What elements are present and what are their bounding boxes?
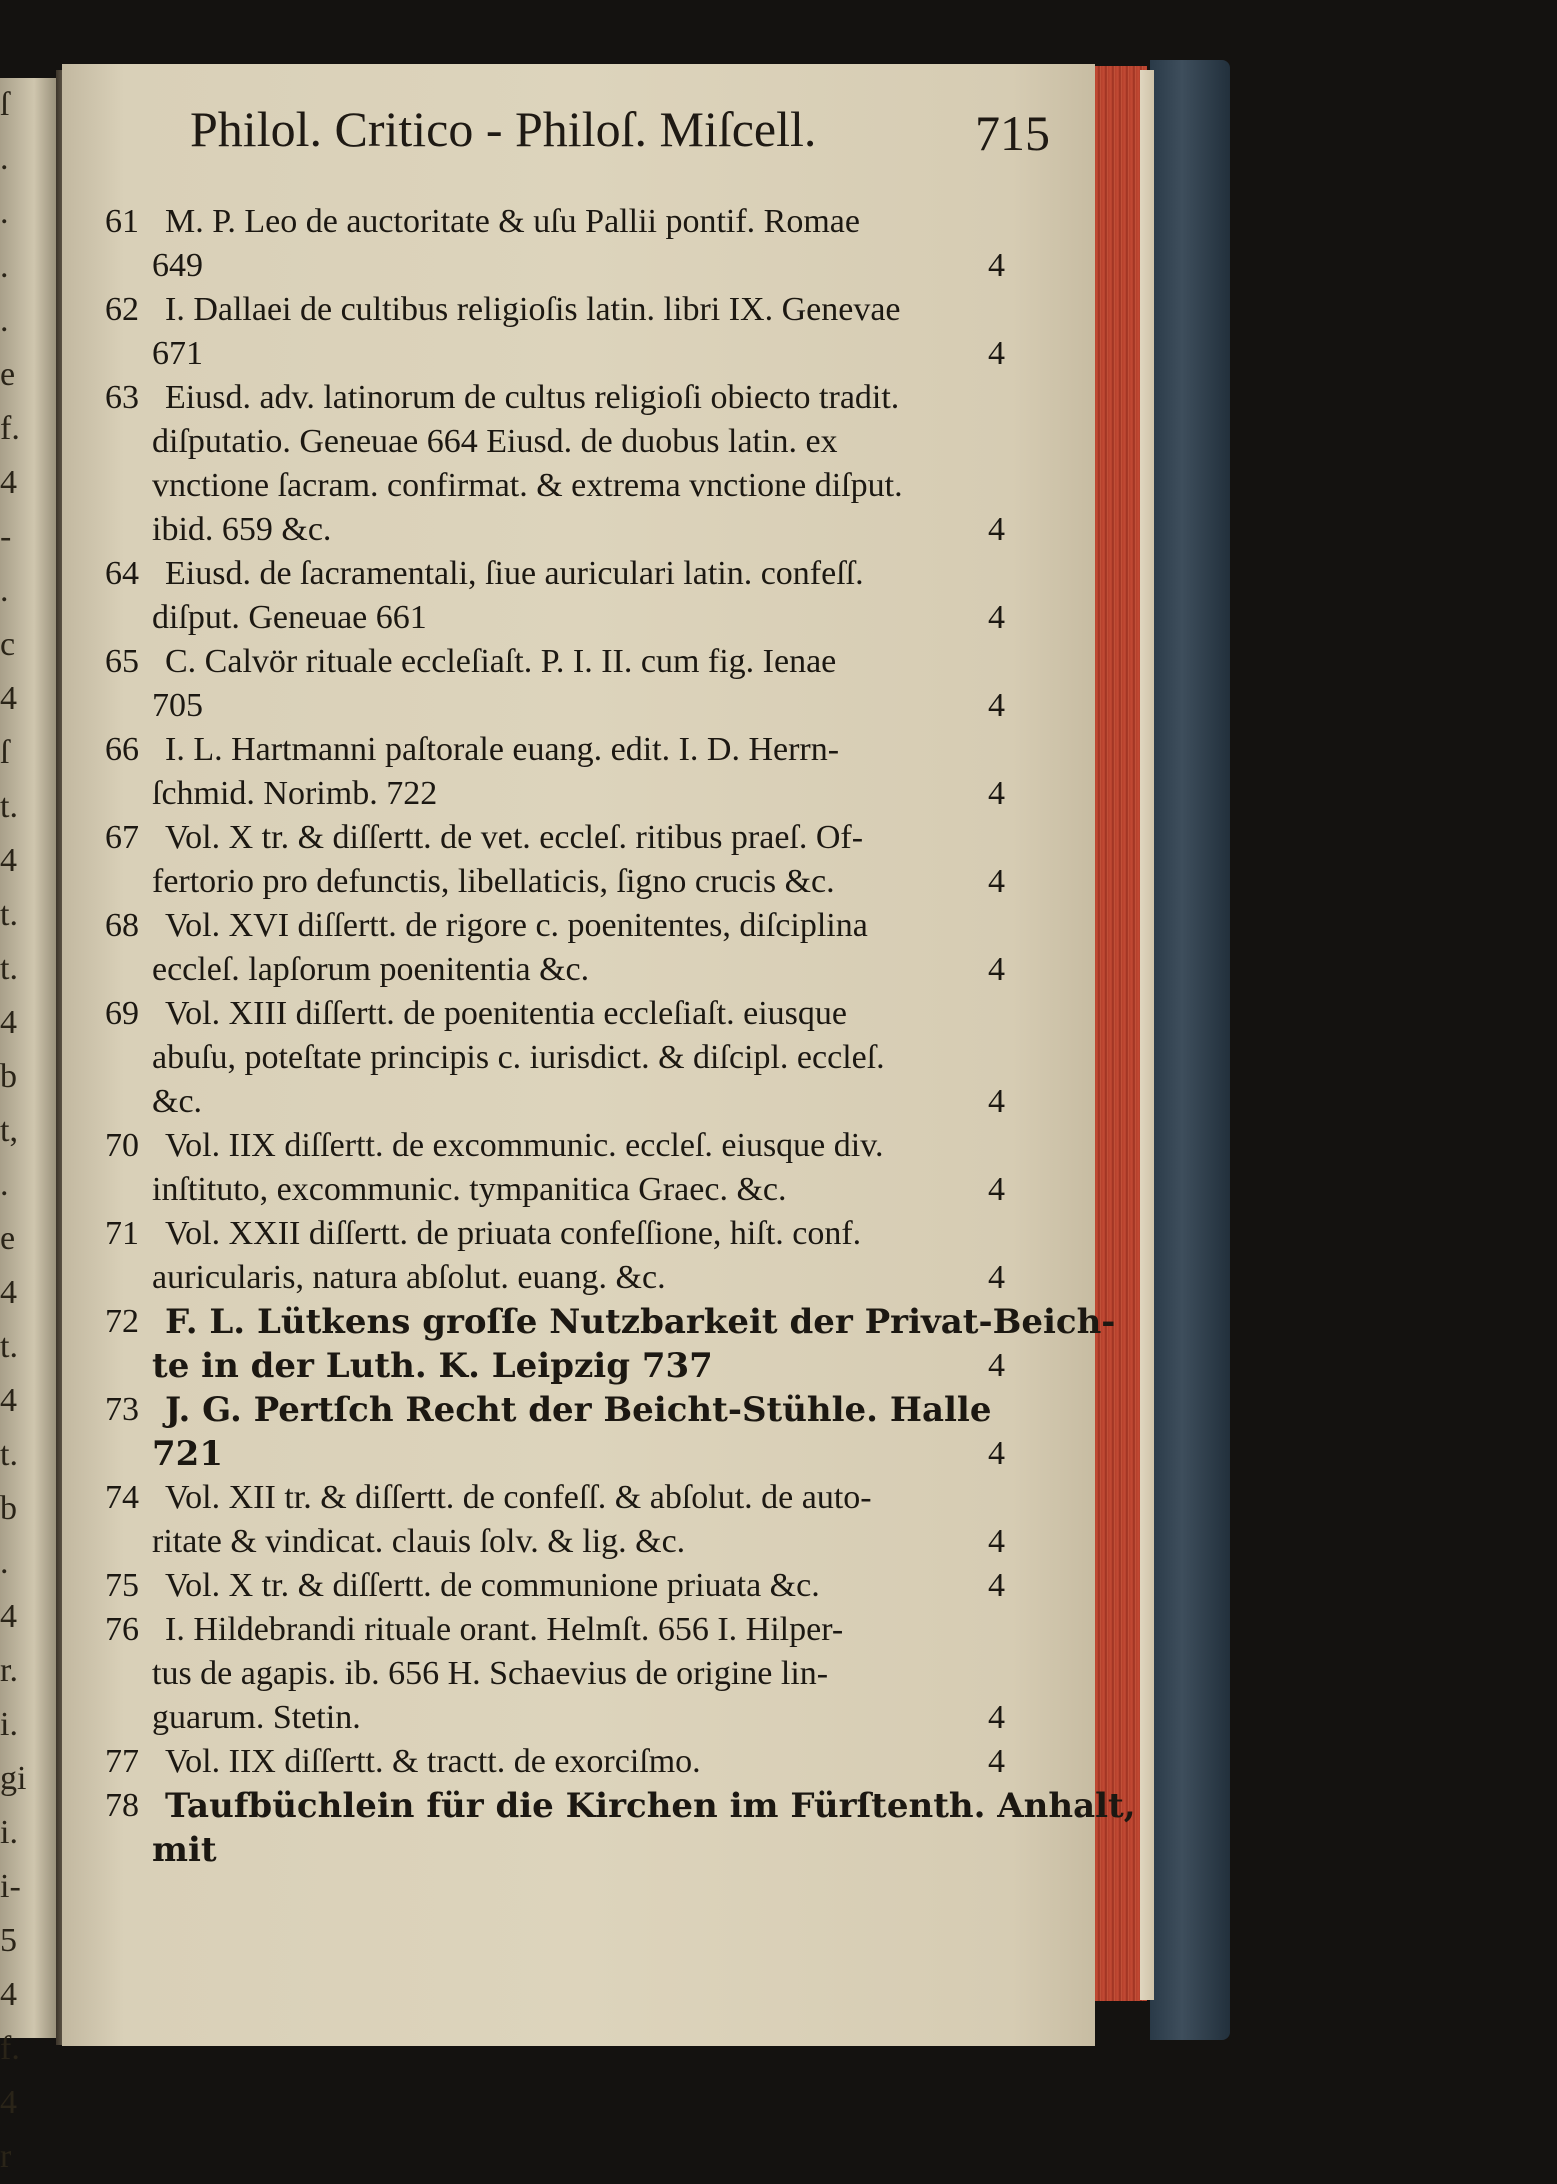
entry-price: 4 (988, 775, 1005, 812)
entry-line (105, 1652, 1005, 1696)
entry-line (105, 1300, 1116, 1344)
entry-price: 4 (988, 1523, 1005, 1560)
running-head (190, 100, 1050, 170)
entry-number: 67 (105, 819, 139, 856)
entry-price: 4 (988, 1743, 1005, 1780)
entry-text: abuſu, poteſtate principis c. iurisdict. & diſcipl. eccleſ. (152, 1039, 885, 1076)
entry-text: tus de agapis. ib. 656 H. Schaevius de origine lin- (152, 1655, 829, 1692)
entry-number: 77 (105, 1743, 139, 1780)
entry-text: &c. (152, 1083, 203, 1120)
entry-text: 721 (152, 1434, 223, 1474)
entry-number: 72 (105, 1303, 139, 1340)
entry-line (105, 1608, 1005, 1652)
entry-text: Vol. X tr. & diſſertt. de communione priuata &c. (165, 1567, 820, 1604)
entry-number: 65 (105, 643, 139, 680)
entry-line (105, 420, 1005, 464)
entry-line (105, 1256, 1005, 1300)
left-margin-char: 4 (0, 464, 17, 501)
entry-line (105, 1344, 1005, 1388)
left-margin-char: gi (0, 1760, 27, 1797)
entry-line (105, 332, 1005, 376)
left-margin-char: 4 (0, 680, 17, 717)
entry-line (105, 992, 1005, 1036)
catalog-entries (105, 200, 1136, 1872)
entry-text: Vol. IIX diſſertt. & tractt. de exorciſmo. (165, 1743, 701, 1780)
left-margin-char: t. (0, 896, 18, 933)
entry-text: Vol. XIII diſſertt. de poenitentia eccleſiaſt. eiusque (165, 995, 847, 1032)
left-margin-char: 4 (0, 1274, 17, 1311)
left-margin-char: t. (0, 950, 18, 987)
entry-price: 4 (988, 863, 1005, 900)
entry-number: 75 (105, 1567, 139, 1604)
entry-text: te in der Luth. K. Leipzig 737 (152, 1346, 713, 1386)
entry-line (105, 1520, 1005, 1564)
entry-text: guarum. Stetin. (152, 1699, 361, 1736)
entry-line (105, 1212, 1005, 1256)
entry-number: 68 (105, 907, 139, 944)
entry-line (105, 1432, 1005, 1476)
entry-text: Eiusd. adv. latinorum de cultus religioſi obiecto tradit. (165, 379, 900, 416)
entry-number: 64 (105, 555, 139, 592)
left-margin-char: t. (0, 1328, 18, 1365)
entry-text: 649 (152, 247, 203, 284)
left-margin-char: i. (0, 1706, 18, 1743)
entry-number: 70 (105, 1127, 139, 1164)
entry-price: 4 (988, 1083, 1005, 1120)
entry-number: 62 (105, 291, 139, 328)
left-margin-char: t, (0, 1112, 18, 1149)
entry-number: 61 (105, 203, 139, 240)
left-page-margin-text (0, 78, 27, 2184)
left-margin-char: r. (0, 1652, 18, 1689)
entry-line (105, 1168, 1005, 1212)
entry-number: 69 (105, 995, 139, 1032)
entry-price: 4 (988, 599, 1005, 636)
left-margin-char: i. (0, 1814, 18, 1851)
entry-text: inſtituto, excommunic. tympanitica Graec. &c. (152, 1171, 787, 1208)
left-margin-char: ſ (0, 86, 10, 123)
left-margin-char: ſ (0, 734, 10, 771)
entry-text: Vol. XXII diſſertt. de priuata confeſſione, hiſt. conf. (165, 1215, 862, 1252)
entry-text: J. G. Pertſch Recht der Beicht-Stühle. Halle (165, 1390, 992, 1430)
entry-line (105, 684, 1005, 728)
left-margin-char: c (0, 626, 16, 663)
entry-line (105, 816, 1005, 860)
left-margin-char: b (0, 1490, 17, 1527)
entry-line (105, 200, 1005, 244)
left-margin-char: . (0, 302, 9, 339)
left-margin-char: b (0, 1058, 17, 1095)
entry-line (105, 1564, 1005, 1608)
left-margin-char: 4 (0, 2084, 17, 2121)
entry-text: auricularis, natura abſolut. euang. &c. (152, 1259, 666, 1296)
entry-text: Vol. IIX diſſertt. de excommunic. eccleſ. eiusque div. (165, 1127, 884, 1164)
page-number: 715 (975, 105, 1050, 161)
running-title: Philol. Critico - Philoſ. Miſcell. (190, 101, 817, 157)
entry-price: 4 (988, 687, 1005, 724)
entry-text: vnctione ſacram. confirmat. & extrema vnctione diſput. (152, 467, 903, 504)
entry-text: I. Dallaei de cultibus religioſis latin. libri IX. Genevae (165, 291, 901, 328)
entry-text: ibid. 659 &c. (152, 511, 332, 548)
entry-line (105, 728, 1005, 772)
entry-line (105, 244, 1005, 288)
entry-line (105, 860, 1005, 904)
entry-text: Vol. X tr. & diſſertt. de vet. eccleſ. ritibus praeſ. Of- (165, 819, 864, 856)
left-margin-char: - (0, 518, 12, 555)
left-margin-char: . (0, 248, 9, 285)
entry-line (105, 1036, 1005, 1080)
entry-price: 4 (988, 335, 1005, 372)
left-margin-char: f. (0, 410, 20, 447)
entry-text: Vol. XVI diſſertt. de rigore c. poenitentes, diſciplina (165, 907, 868, 944)
entry-text: I. Hildebrandi rituale orant. Helmſt. 656 I. Hilper- (165, 1611, 844, 1648)
entry-line (105, 904, 1005, 948)
entry-text: 671 (152, 335, 203, 372)
entry-price: 4 (988, 1347, 1005, 1384)
entry-text: ritate & vindicat. clauis ſolv. & lig. &c. (152, 1523, 686, 1560)
entry-line (105, 288, 1005, 332)
left-margin-char: . (0, 1166, 9, 1203)
left-page-edge (0, 78, 62, 2175)
entry-line (105, 1740, 1005, 1784)
entry-line (105, 948, 1005, 992)
entry-number: 76 (105, 1611, 139, 1648)
left-margin-char: t. (0, 1436, 18, 1473)
entry-price: 4 (988, 247, 1005, 284)
entry-number: 71 (105, 1215, 139, 1252)
entry-text: fertorio pro defunctis, libellaticis, ſigno crucis &c. (152, 863, 835, 900)
entry-number: 73 (105, 1391, 139, 1428)
entry-price: 4 (988, 1171, 1005, 1208)
entry-text: Eiusd. de ſacramentali, ſiue auriculari latin. confeſſ. (165, 555, 864, 592)
entry-number: 74 (105, 1479, 139, 1516)
left-margin-char: e (0, 1220, 16, 1257)
entry-text: F. L. Lütkens groſſe Nutzbarkeit der Privat-Beich- (165, 1302, 1116, 1342)
entry-price: 4 (988, 1567, 1005, 1604)
entry-text: eccleſ. lapſorum poenitentia &c. (152, 951, 590, 988)
entry-text: mit (152, 1830, 217, 1870)
left-margin-char: 4 (0, 842, 17, 879)
entry-text: ſchmid. Norimb. 722 (152, 775, 438, 812)
book-cover-right (1150, 60, 1230, 2040)
entry-line (105, 1080, 1005, 1124)
entry-price: 4 (988, 511, 1005, 548)
entry-text: Taufbüchlein für die Kirchen im Fürſtenth. Anhalt, (165, 1786, 1136, 1826)
entry-line (105, 1476, 1005, 1520)
entry-text: C. Calvör rituale eccleſiaſt. P. I. II. cum fig. Ienae (165, 643, 837, 680)
entry-text: diſput. Geneuae 661 (152, 599, 427, 636)
entry-line (105, 1696, 1005, 1740)
left-margin-char: 5 (0, 1922, 17, 1959)
entry-price: 4 (988, 1699, 1005, 1736)
entry-line (105, 1388, 1005, 1432)
entry-line (105, 1784, 1136, 1828)
entry-price: 4 (988, 1435, 1005, 1472)
entry-line (105, 772, 1005, 816)
page-edge-light (1140, 70, 1154, 2000)
entry-line (105, 1124, 1005, 1168)
entry-line (105, 1828, 1005, 1872)
left-margin-char: 4 (0, 1004, 17, 1041)
left-margin-char: i- (0, 1868, 21, 1905)
entry-price: 4 (988, 951, 1005, 988)
entry-line (105, 464, 1005, 508)
entry-text: I. L. Hartmanni paſtorale euang. edit. I. D. Herrn- (165, 731, 840, 768)
entry-text: M. P. Leo de auctoritate & uſu Pallii pontif. Romae (165, 203, 860, 240)
entry-text: 705 (152, 687, 203, 724)
entry-number: 66 (105, 731, 139, 768)
left-margin-char: t. (0, 788, 18, 825)
entry-line (105, 552, 1005, 596)
entry-line (105, 596, 1005, 640)
entry-number: 63 (105, 379, 139, 416)
left-margin-char: 4 (0, 1976, 17, 2013)
entry-number: 78 (105, 1787, 139, 1824)
entry-price: 4 (988, 1259, 1005, 1296)
entry-text: Vol. XII tr. & diſſertt. de confeſſ. & abſolut. de auto- (165, 1479, 872, 1516)
left-margin-char: e (0, 356, 16, 393)
left-margin-char: f. (0, 2030, 20, 2067)
entry-line (105, 640, 1005, 684)
left-margin-char: . (0, 572, 9, 609)
left-margin-char: . (0, 194, 9, 231)
left-margin-char: 4 (0, 1382, 17, 1419)
left-margin-char: . (0, 140, 9, 177)
entry-text: diſputatio. Geneuae 664 Eiusd. de duobus latin. ex (152, 423, 838, 460)
entry-line (105, 376, 1005, 420)
left-margin-char: . (0, 1544, 9, 1581)
left-margin-char: 4 (0, 1598, 17, 1635)
left-margin-char: r (0, 2138, 12, 2175)
entry-line (105, 508, 1005, 552)
